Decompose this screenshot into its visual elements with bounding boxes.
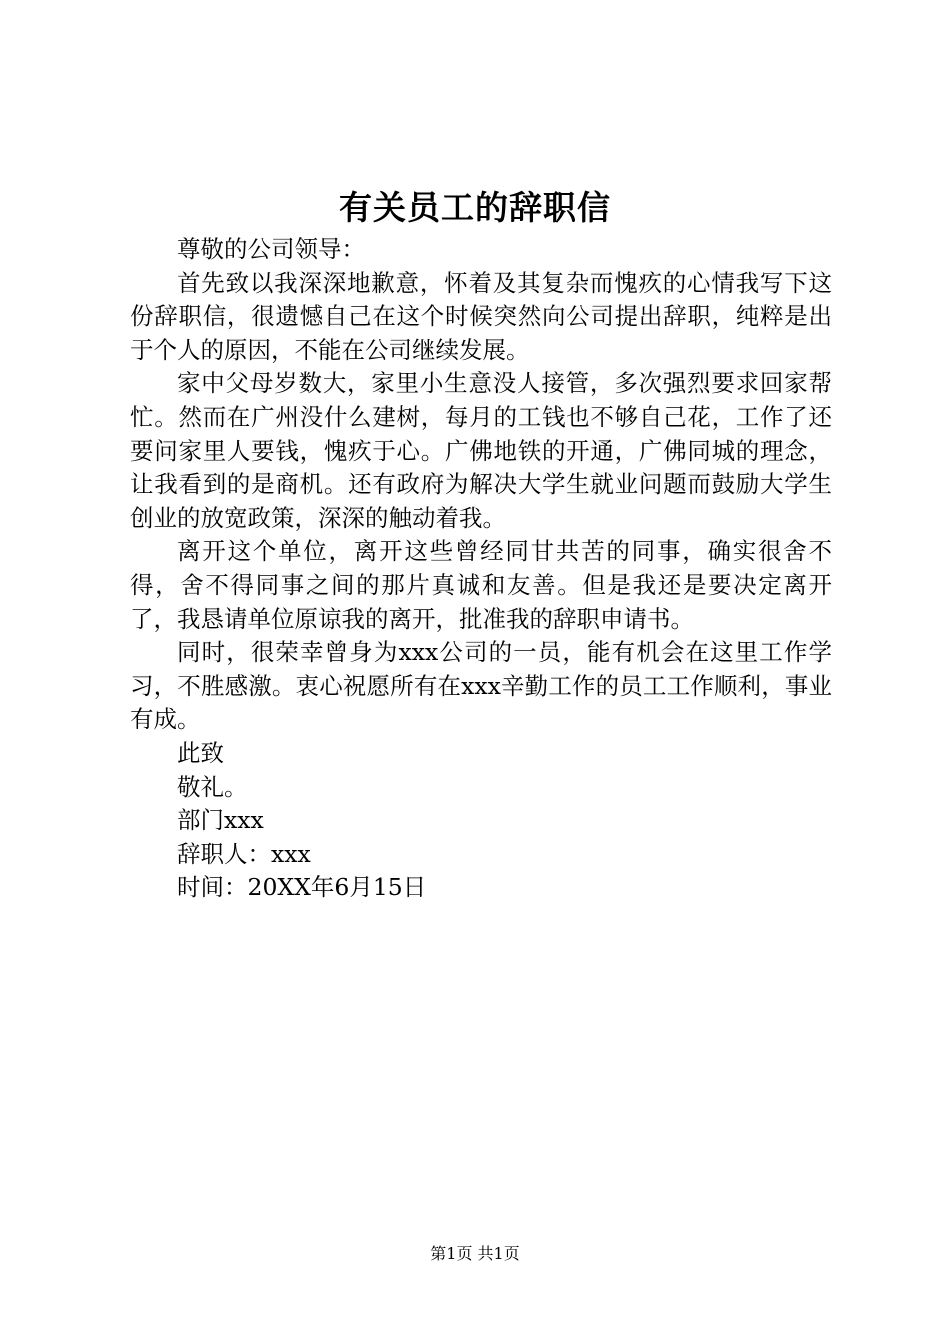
page-footer: 第1页 共1页 (430, 1244, 520, 1263)
closing-line-2: 敬礼。 (177, 772, 248, 801)
closing-line-1: 此致 (177, 738, 224, 767)
date-line: 时间：20XX年6月15日 (177, 873, 427, 902)
resigner-line: 辞职人：xxx (177, 839, 311, 868)
salutation: 尊敬的公司领导： (177, 235, 365, 263)
department-line: 部门xxx (177, 806, 264, 835)
document-title: 有关员工的辞职信 (339, 188, 611, 227)
paragraph-1: 首先致以我深深地歉意，怀着及其复杂而愧疚的心情我写下这份辞职信，很遗憾自己在这个时候突然向公司提出辞职，纯粹是出于个人的原因，不能在公司继续发展。 (130, 268, 832, 364)
paragraph-3: 离开这个单位，离开这些曾经同甘共苦的同事，确实很舍不得，舍不得同事之间的那片真诚和友善。但是我还是要决定离开了，我恳请单位原谅我的离开，批准我的辞职申请书。 (130, 537, 832, 633)
paragraph-4: 同时，很荣幸曾身为xxx公司的一员，能有机会在这里工作学习，不胜感激。衷心祝愿所有在xxx辛勤工作的员工工作顺利，事业有成。 (130, 638, 832, 734)
letter-body (130, 233, 832, 905)
paragraph-2: 家中父母岁数大，家里小生意没人接管，多次强烈要求回家帮忙。然而在广州没什么建树，每月的工钱也不够自己花，工作了还要问家里人要钱，愧疚于心。广佛地铁的开通，广佛同城的理念，让我看到的是商机。还有政府为解决大学生就业问题而鼓励大学生创业的放宽政策，深深的触动着我。 (130, 369, 832, 532)
